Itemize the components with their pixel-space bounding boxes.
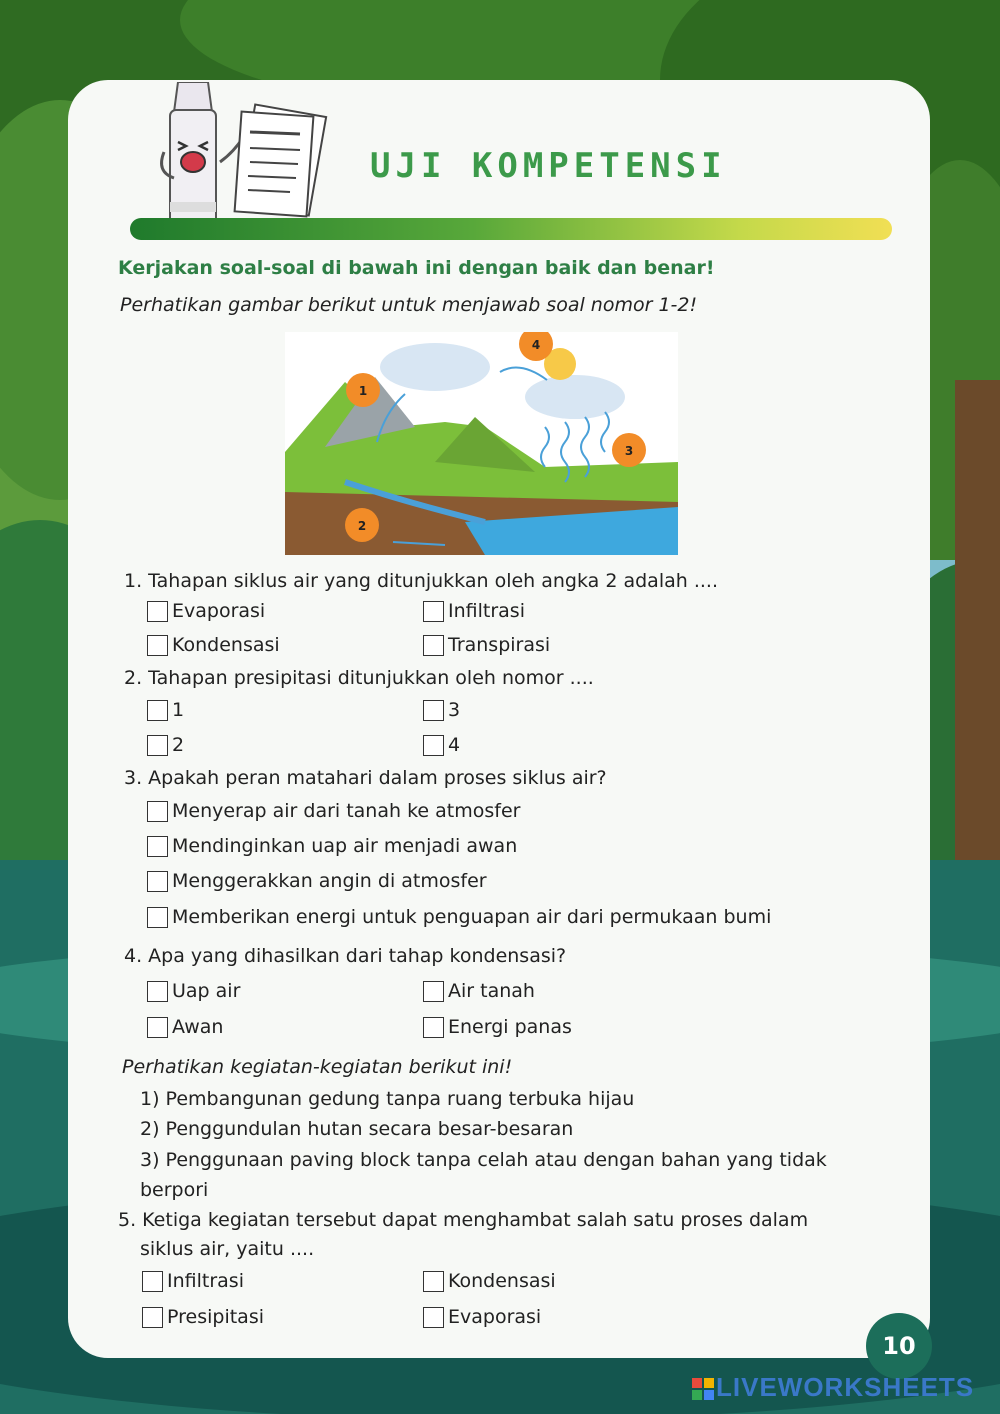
q2-option-c[interactable]: 2 (147, 734, 184, 756)
q2-option-b[interactable]: 3 (423, 699, 460, 721)
checkbox[interactable] (142, 1307, 163, 1328)
checkbox[interactable] (147, 907, 168, 928)
q3-option-b[interactable]: Mendinginkan uap air menjadi awan (147, 835, 517, 857)
question-1: 1. Tahapan siklus air yang ditunjukkan oleh angka 2 adalah .... (124, 570, 718, 592)
instruction-text: Kerjakan soal-soal di bawah ini dengan baik dan benar! (118, 257, 715, 279)
checkbox[interactable] (147, 1017, 168, 1038)
checkbox[interactable] (147, 981, 168, 1002)
q4-option-c[interactable]: Awan (147, 1016, 223, 1038)
q1-option-a[interactable]: Evaporasi (147, 600, 265, 622)
checkbox[interactable] (423, 981, 444, 1002)
q2-option-a[interactable]: 1 (147, 699, 184, 721)
q4-option-d[interactable]: Energi panas (423, 1016, 572, 1038)
activity-3-continued: berpori (140, 1179, 209, 1201)
title-underline-bar (130, 218, 892, 240)
checkbox[interactable] (423, 1271, 444, 1292)
checkbox[interactable] (147, 801, 168, 822)
checkbox[interactable] (423, 635, 444, 656)
checkbox[interactable] (147, 871, 168, 892)
page-title: UJI KOMPETENSI (370, 146, 727, 186)
liveworksheets-logo-icon (692, 1378, 714, 1400)
question-2: 2. Tahapan presipitasi ditunjukkan oleh nomor .... (124, 667, 594, 689)
q4-option-b[interactable]: Air tanah (423, 980, 535, 1002)
question-5-line-2: siklus air, yaitu .... (140, 1238, 315, 1260)
diagram-label-1: 1 (358, 384, 368, 398)
q1-option-c[interactable]: Kondensasi (147, 634, 280, 656)
activity-3: 3) Penggunaan paving block tanpa celah atau dengan bahan yang tidak (140, 1149, 827, 1171)
q5-option-b[interactable]: Kondensasi (423, 1270, 556, 1292)
checkbox[interactable] (423, 735, 444, 756)
q5-option-c[interactable]: Presipitasi (142, 1306, 264, 1328)
question-4: 4. Apa yang dihasilkan dari tahap kondensasi? (124, 945, 567, 967)
question-5-line-1: 5. Ketiga kegiatan tersebut dapat menghambat salah satu proses dalam (118, 1209, 809, 1231)
activities-intro: Perhatikan kegiatan-kegiatan berikut ini! (122, 1056, 513, 1078)
checkbox[interactable] (147, 836, 168, 857)
diagram-label-3: 3 (624, 444, 634, 458)
activity-1: 1) Pembangunan gedung tanpa ruang terbuka hijau (140, 1088, 635, 1110)
checkbox[interactable] (423, 700, 444, 721)
checkbox[interactable] (147, 735, 168, 756)
q1-option-d[interactable]: Transpirasi (423, 634, 550, 656)
checkbox[interactable] (423, 1307, 444, 1328)
checkbox[interactable] (142, 1271, 163, 1292)
q1-option-b[interactable]: Infiltrasi (423, 600, 525, 622)
water-cycle-diagram (285, 332, 678, 555)
q5-option-a[interactable]: Infiltrasi (142, 1270, 244, 1292)
checkbox[interactable] (147, 700, 168, 721)
q3-option-c[interactable]: Menggerakkan angin di atmosfer (147, 870, 487, 892)
diagram-intro: Perhatikan gambar berikut untuk menjawab soal nomor 1-2! (120, 294, 698, 316)
q4-option-a[interactable]: Uap air (147, 980, 240, 1002)
checkbox[interactable] (423, 1017, 444, 1038)
diagram-label-2: 2 (357, 519, 367, 533)
q3-option-d[interactable]: Memberikan energi untuk penguapan air dari permukaan bumi (147, 906, 771, 928)
q2-option-d[interactable]: 4 (423, 734, 460, 756)
page-number-badge: 10 (866, 1313, 932, 1379)
checkbox[interactable] (147, 601, 168, 622)
question-3: 3. Apakah peran matahari dalam proses siklus air? (124, 767, 607, 789)
liveworksheets-brand: LIVEWORKSHEETS (716, 1372, 975, 1402)
diagram-label-4: 4 (531, 338, 541, 352)
activity-2: 2) Penggundulan hutan secara besar-besaran (140, 1118, 574, 1140)
q3-option-a[interactable]: Menyerap air dari tanah ke atmosfer (147, 800, 520, 822)
checkbox[interactable] (147, 635, 168, 656)
checkbox[interactable] (423, 601, 444, 622)
q5-option-d[interactable]: Evaporasi (423, 1306, 541, 1328)
